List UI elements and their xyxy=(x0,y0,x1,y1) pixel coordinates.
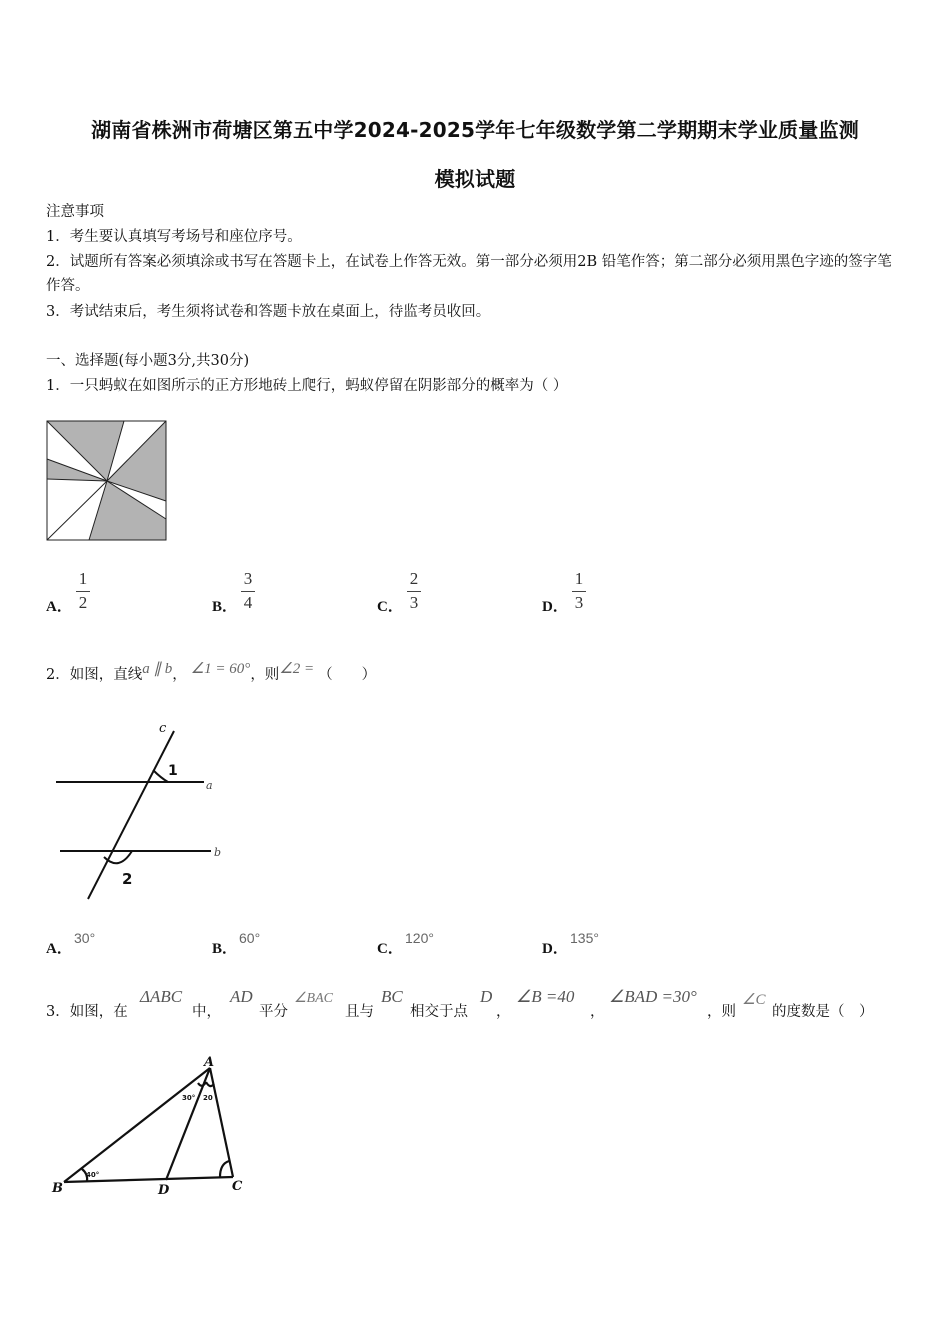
q3-text-5: 相交于点 xyxy=(410,1004,468,1020)
q2-option-a-value: 30° xyxy=(74,930,96,946)
q3-math-d: D xyxy=(480,987,493,1006)
q3-math-bc: BC xyxy=(381,987,403,1006)
q3-label-c: C xyxy=(232,1179,243,1194)
q1-option-b-fraction: 3 4 xyxy=(241,570,255,612)
section-heading: 一、选择题(每小题3分,共30分) xyxy=(46,353,250,369)
q2-label-b: b xyxy=(214,846,222,859)
notice-item-3: 3．考试结束后，考生须将试卷和答题卡放在桌面上，待监考员收回。 xyxy=(46,304,491,320)
q1-option-a[interactable]: A． xyxy=(46,599,72,615)
q2-option-b-value: 60° xyxy=(239,930,261,946)
q1-option-c-fraction: 2 3 xyxy=(407,570,421,612)
q2-option-b[interactable]: B． xyxy=(212,941,238,957)
q2-option-d[interactable]: D． xyxy=(542,941,568,957)
q2-stem: 2．如图，直线a ∥ b， ∠1 = 60°，则∠2 = （ ） xyxy=(46,661,377,683)
q3-label-angle-b: 40° xyxy=(86,1171,100,1179)
q3-math-angle-b: ∠B =40 xyxy=(516,987,575,1006)
q3-label-angle-dac: 20 xyxy=(203,1094,213,1102)
q3-label-d: D xyxy=(158,1183,170,1198)
q3-triangle-figure xyxy=(48,1052,248,1202)
q3-text-4: 且与 xyxy=(345,1004,374,1020)
q2-option-c[interactable]: C． xyxy=(377,941,403,957)
q3-label-b: B xyxy=(52,1181,63,1196)
q3-label-a: A xyxy=(204,1055,215,1070)
q2-parallel-lines-figure xyxy=(44,718,224,903)
notice-item-2: 2．试题所有答案必须填涂或书写在答题卡上，在试卷上作答无效。第一部分必须用2B 铅笔作答；第二部分必须用黑色字迹的签字笔作答。 xyxy=(46,254,892,294)
q1-option-a-fraction: 1 2 xyxy=(76,570,90,612)
q3-math-angle-bad: ∠BAD =30° xyxy=(609,987,697,1006)
notice-heading: 注意事项 xyxy=(46,204,104,220)
q1-option-b[interactable]: B． xyxy=(212,599,238,615)
q2-angle-2-arc xyxy=(104,851,132,863)
q3-math-ad: AD xyxy=(230,987,253,1006)
q2-label-2: 2 xyxy=(122,870,133,888)
q3-math-angle-c: ∠C xyxy=(742,992,766,1008)
q2-option-c-value: 120° xyxy=(405,930,434,946)
q3-text-9: 的度数是（ ） xyxy=(772,1004,874,1020)
q3-label-angle-bad: 30° xyxy=(182,1094,196,1102)
q2-label-1: 1 xyxy=(168,763,178,779)
q1-square-tile-figure xyxy=(45,419,168,542)
q3-text-1: 3．如图，在 xyxy=(46,1004,128,1020)
notice-item-1: 1．考生要认真填写考场号和座位序号。 xyxy=(46,229,302,245)
q2-label-a: a xyxy=(206,779,213,792)
page-title-line1: 湖南省株洲市荷塘区第五中学2024-2025学年七年级数学第二学期期末学业质量监测 xyxy=(91,118,859,142)
q3-math-angle-bac: ∠BAC xyxy=(294,991,333,1006)
q3-angle-a-arc-1 xyxy=(198,1082,206,1086)
q3-text-7: ， xyxy=(590,1004,605,1020)
q2-angle-1-arc xyxy=(153,770,168,782)
q2-label-c: c xyxy=(159,721,167,736)
q1-stem: 1．一只蚂蚁在如图所示的正方形地砖上爬行，蚂蚁停留在阴影部分的概率为（ ） xyxy=(46,378,568,394)
q1-option-d[interactable]: D． xyxy=(542,599,568,615)
q3-text-2: 中， xyxy=(192,1004,221,1020)
page-title-line2: 模拟试题 xyxy=(434,167,516,191)
q3-text-3: 平分 xyxy=(259,1004,288,1020)
q1-option-d-fraction: 1 3 xyxy=(572,570,586,612)
q3-text-8: ，则 xyxy=(707,1004,736,1020)
q2-option-a[interactable]: A． xyxy=(46,941,72,957)
q3-angle-c-arc xyxy=(220,1161,229,1177)
q2-option-d-value: 135° xyxy=(570,930,599,946)
q1-option-c[interactable]: C． xyxy=(377,599,403,615)
q3-text-6: ， xyxy=(496,1004,511,1020)
q3-math-triangle: ΔABC xyxy=(140,987,183,1006)
